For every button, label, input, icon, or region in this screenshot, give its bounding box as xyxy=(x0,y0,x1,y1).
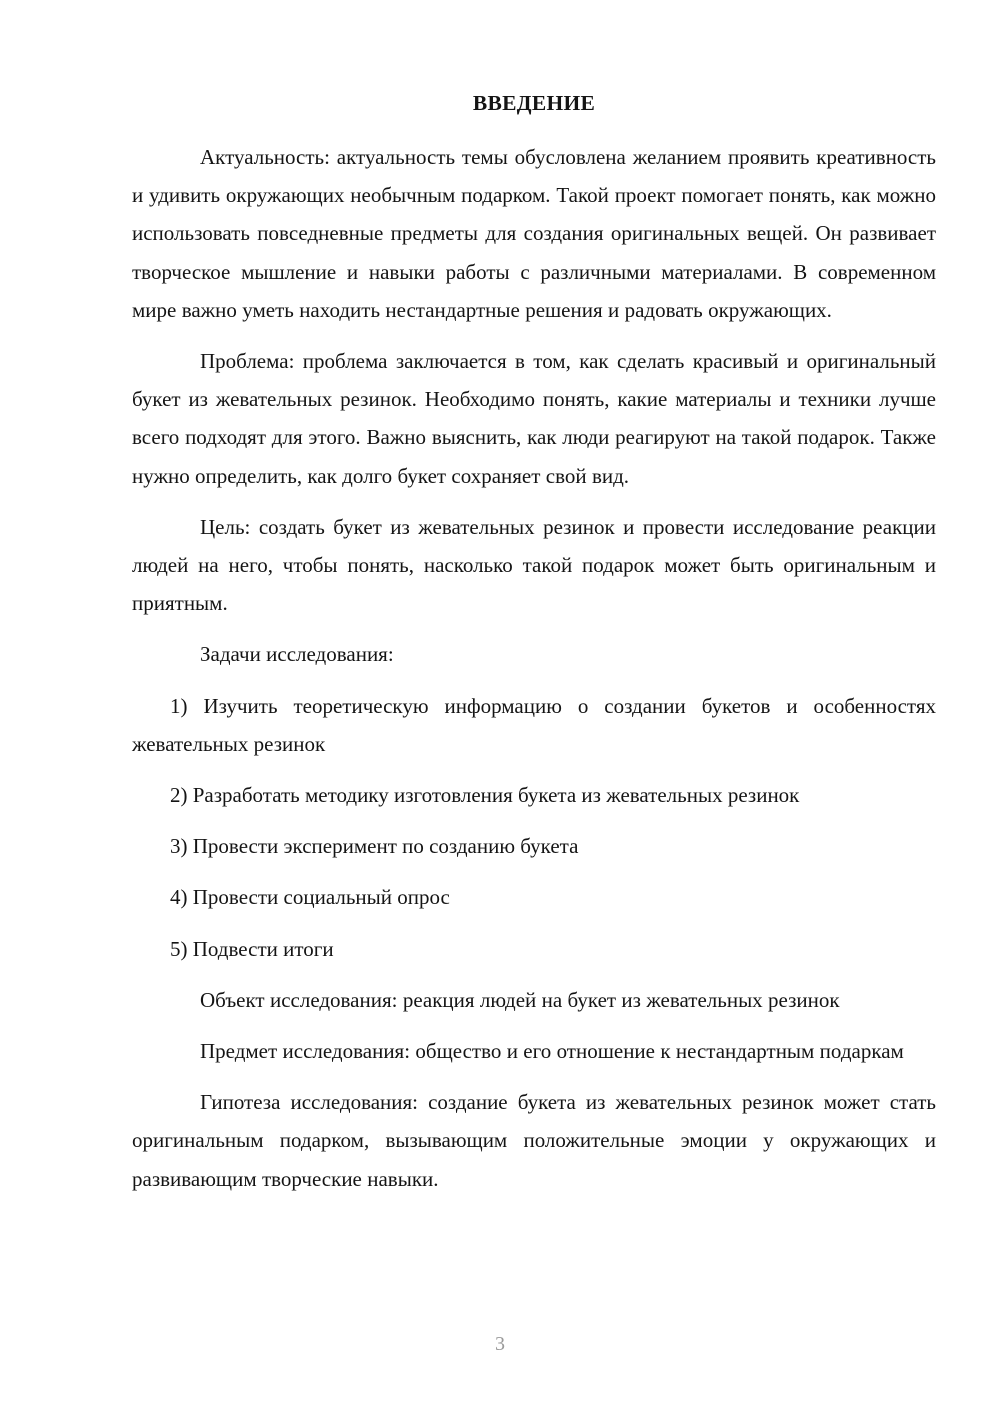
paragraph-relevance: Актуальность: актуальность темы обусловлена желанием проявить креативность и удивить окружающих необычным подарком. Такой проект помогает понять, как можно использовать повседневные предметы для создания оригинальных вещей. Он развивает творческое мышление и навыки работы с различными материалами. В современном мире важно уметь находить нестандартные решения и радовать окружающих. xyxy=(132,145,936,322)
page-title: ВВЕДЕНИЕ xyxy=(472,91,596,115)
paragraph-goal: Цель: создать букет из жевательных резинок и провести исследование реакции людей на него, чтобы понять, насколько такой подарок может быть оригинальным и приятным. xyxy=(132,514,936,616)
paragraph-problem: Проблема: проблема заключается в том, как сделать красивый и оригинальный букет из жевательных резинок. Необходимо понять, какие материалы и техники лучше всего подходят для этого. Важно выяснить, как люди реагируют на такой подарок. Также нужно определить, как долго букет сохраняет свой вид. xyxy=(132,349,936,488)
list-item: 3) Провести эксперимент по созданию букета xyxy=(170,834,579,859)
paragraph-hypothesis: Гипотеза исследования: создание букета из жевательных резинок может стать оригинальным подарком, вызывающим положительные эмоции у окружающих и развивающим творческие навыки. xyxy=(132,1090,936,1191)
list-item: 1) Изучить теоретическую информацию о создании букетов и особенностях жевательных резинок xyxy=(132,693,936,756)
paragraph-subject: Предмет исследования: общество и его отношение к нестандартным подаркам xyxy=(200,1039,904,1064)
list-item: 4) Провести социальный опрос xyxy=(170,885,450,910)
paragraph-object: Объект исследования: реакция людей на букет из жевательных резинок xyxy=(200,987,840,1012)
document-body xyxy=(132,84,936,1211)
list-item: 2) Разработать методику изготовления букета из жевательных резинок xyxy=(170,783,800,808)
page-number: 3 xyxy=(495,1333,505,1355)
list-item: 5) Подвести итоги xyxy=(170,936,334,961)
tasks-heading: Задачи исследования: xyxy=(200,642,394,667)
